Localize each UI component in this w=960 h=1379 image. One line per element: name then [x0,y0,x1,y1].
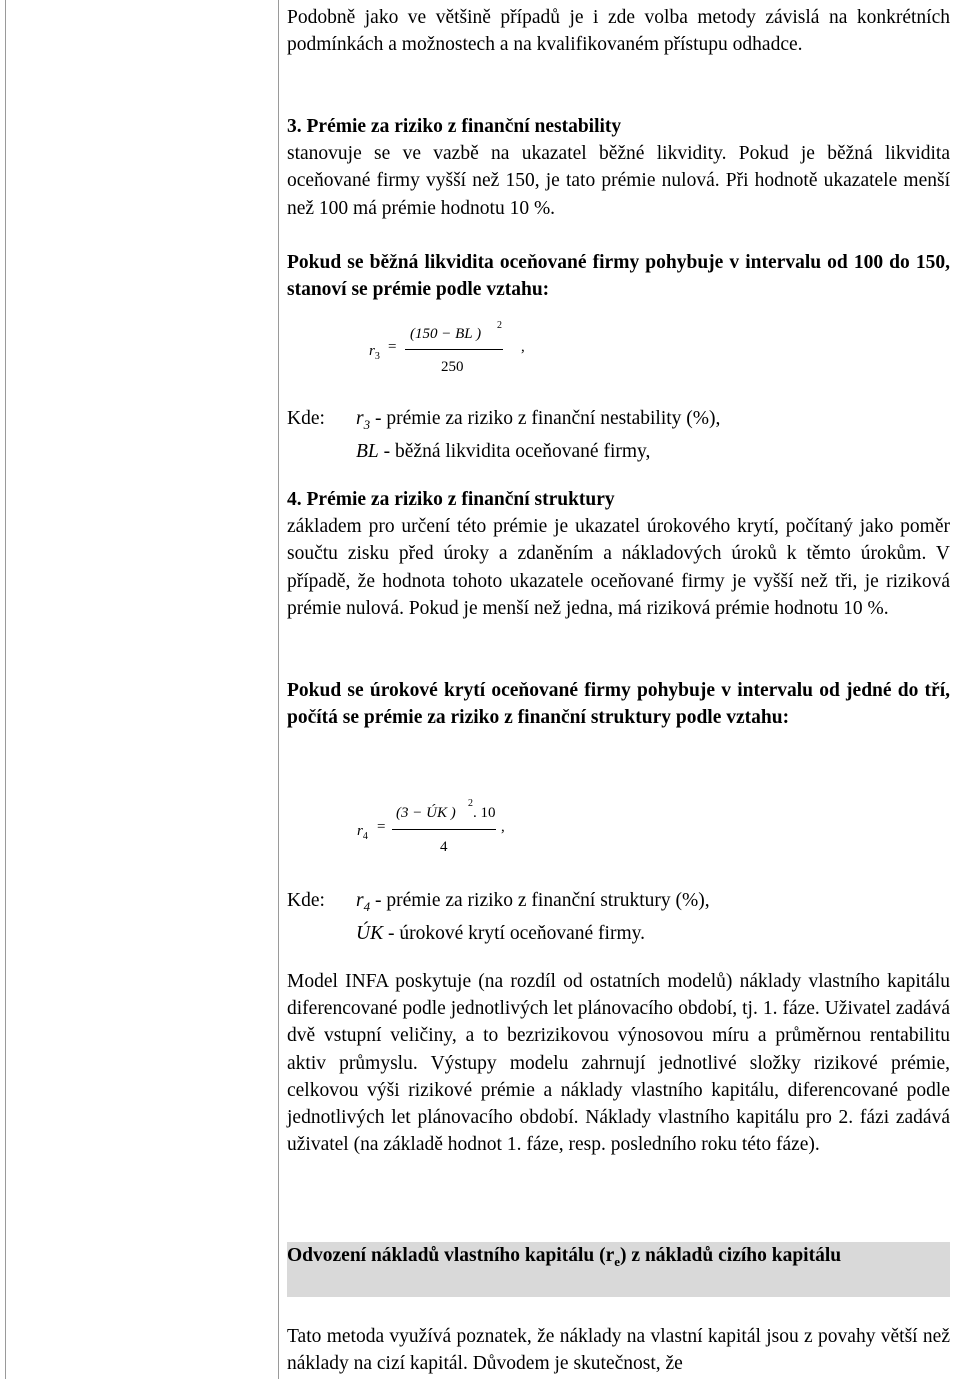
heading-odvozeni-sub: e [614,1253,621,1269]
def-r3-sub: 3 [363,416,371,432]
section-4-def-uk [356,920,710,947]
section-4-kde-label: Kde: [287,890,325,911]
section-4-heading: 4. Prémie za riziko z finanční struktury [287,489,615,510]
section-3-bold-text: Pokud se běžná likvidita oceňované firmy pohybuje v intervalu od 100 do 150, stanoví se prémie podle vztahu: [287,252,950,301]
def-r3-text: - prémie za riziko z finanční nestability (%), [370,408,721,429]
formula-r4 [357,797,617,863]
formula-r3-denominator: 250 [441,359,464,375]
formula-r4-lhs-sub: 4 [362,831,368,842]
section-4-bold-text: Pokud se úrokové krytí oceňované firmy pohybuje v intervalu od jedné do tří, počítá se prémie za riziko z finanční struktury podle vztahu: [287,680,950,729]
section-3-def-bl [356,438,720,465]
formula-r4-equals: = [377,819,386,835]
def-r3-symbol: r [356,408,364,429]
section-3-def-list [356,405,720,465]
formula-r3-numerator: (150 − BL ) [410,326,482,342]
section-3 [287,113,950,222]
def-uk-text: - úrokové krytí oceňované firmy. [383,923,645,945]
formula-r4-fraction-bar [392,829,496,830]
def-bl-symbol: BL [356,441,379,463]
formula-r4-lhs: r [357,823,363,839]
section-4-def-r4 [356,887,710,920]
section-4-definitions [287,887,950,943]
heading-odvozeni-text [287,1242,950,1275]
def-r4-text: - prémie za riziko z finanční struktury (%), [370,890,710,911]
formula-r3 [369,320,609,380]
formula-r4-denominator: 4 [440,839,448,855]
paragraph-last: Tato metoda využívá poznatek, že náklady na vlastní kapitál jsou z povahy větší než náklady na cizí kapitál. Důvodem je skutečnost, že [287,1326,950,1375]
section-4 [287,486,950,622]
heading-odvozeni [287,1242,950,1297]
formula-r4-numerator-tail: . 10 [473,805,496,821]
paragraph-intro: Podobně jako ve většině případů je i zde volba metody závislá na konkrétních podmínkách a možnostech a na kvalifikovaném přístupu odhadce. [287,7,950,56]
def-r4-symbol: r [356,890,364,911]
formula-r4-comma: , [501,819,505,835]
paragraph-infa: Model INFA poskytuje (na rozdíl od ostatních modelů) náklady vlastního kapitálu diferencované podle jednotlivých let plánovacího období, tj. 1. fáze. Uživatel zadává dvě vstupní veličiny, a to bezrizikovou výnosovou míru a průměrnou rentabilitu aktiv průmyslu. Výstupy modelu zahrnují jednotlivé složky rizikové prémie, celkovou výši rizikové prémie a náklady vlastního kapitálu, diferencované podle jednotlivých let plánovacího období. Náklady vlastního kapitálu pro 2. fázi zadává uživatel (na základě hodnot 1. fáze, resp. posledního roku této fáze). [287,971,950,1156]
formula-r3-equals: = [388,339,397,355]
section-3-text: stanovuje se ve vazbě na ukazatel běžné likvidity. Pokud je běžná likvidita oceňované firmy vyšší než 150, je tato prémie nulová. Při hodnotě ukazatele menší než 100 má prémie hodnotu 10 %. [287,143,950,219]
formula-r3-exponent: 2 [497,320,502,331]
section-3-heading: 3. Prémie za riziko z finanční nestability [287,116,622,137]
section-3-def-r3 [356,405,720,438]
text-column-left-border [278,0,279,1379]
formula-r3-lhs: r [369,343,375,359]
left-margin-line [5,0,6,1379]
section-4-text: základem pro určení této prémie je ukazatel úrokového krytí, počítaný jako poměr součtu zisku před úroky a zdaněním a nákladových úroků k těmto úrokům. V případě, že hodnota tohoto ukazatele oceňované firmy je vyšší než tři, je riziková prémie nulová. Pokud je menší než jedna, má riziková prémie hodnotu 10 %. [287,516,950,619]
formula-r4-numerator: (3 − ÚK ) [396,805,456,821]
section-3-definitions [287,405,950,461]
heading-odvozeni-part1: Odvození nákladů vlastního kapitálu (r [287,1245,615,1266]
section-3-kde-label: Kde: [287,408,325,429]
formula-r3-fraction-bar [405,349,503,350]
formula-r4-exponent: 2 [468,798,473,809]
def-bl-text: - běžná likvidita oceňované firmy, [378,441,651,463]
def-uk-symbol: ÚK [356,923,384,945]
formula-r3-lhs-sub: 3 [374,351,380,362]
def-r4-sub: 4 [363,898,371,914]
section-4-def-list [356,887,710,947]
heading-odvozeni-part2: ) z nákladů cizího kapitálu [620,1245,842,1266]
formula-r3-comma: , [521,339,525,355]
